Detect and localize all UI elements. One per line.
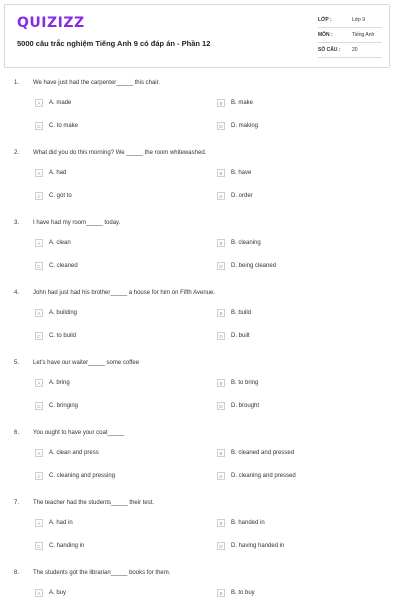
option-letter-box: A [35,169,43,177]
option-label: D. cleaning and pressed [231,473,296,479]
option-label: C. to make [49,123,79,129]
option-label: D. built [231,333,250,339]
answer-option-d[interactable] [217,401,259,411]
question-text: You ought to have your coat_____ [33,430,125,436]
option-letter-box: C [35,192,43,200]
option-letter-box: C [35,262,43,270]
answer-option-b[interactable] [217,588,255,598]
option-label: B. cleaned and pressed [231,450,295,456]
answer-option-b[interactable] [217,378,258,388]
divider [318,42,382,43]
answer-option-a[interactable] [35,98,71,108]
option-letter-box: A [35,309,43,317]
answer-option-a[interactable] [35,588,66,598]
divider [318,57,382,58]
option-letter-box: D [217,122,225,130]
answer-option-a[interactable] [35,378,70,388]
answer-option-c[interactable] [35,261,78,271]
option-letter-box: D [217,332,225,340]
option-label: A. buy [49,590,67,596]
answer-option-b[interactable] [217,308,251,318]
option-label: B. cleaning [231,240,261,246]
option-letter-box: D [217,402,225,410]
meta-key: MÔN : [318,32,333,38]
answer-option-c[interactable] [35,191,72,201]
question-number: 1. [14,80,20,86]
answer-option-c[interactable] [35,401,78,411]
page-title: 5000 câu trắc nghiệm Tiếng Anh 9 có đáp án - Phần 12 [17,39,211,48]
option-letter-box: B [217,379,225,387]
option-letter-box: C [35,402,43,410]
option-label: C. cleaning and pressing [49,473,116,479]
option-label: D. making [231,123,259,129]
option-label: A. had in [49,520,73,526]
option-letter-box: A [35,99,43,107]
option-letter-box: A [35,589,43,597]
question-text: We have just had the carpenter_____ this chair. [33,80,160,86]
option-label: C. got to [49,193,72,199]
option-letter-box: D [217,542,225,550]
option-letter-box: A [35,239,43,247]
option-label: D. order [231,193,253,199]
option-label: B. build [231,310,252,316]
option-letter-box: C [35,542,43,550]
answer-option-c[interactable] [35,121,78,131]
answer-option-d[interactable] [217,121,258,131]
answer-option-d[interactable] [217,471,296,481]
quizizz-logo: QUIZIZZ [17,15,85,31]
answer-option-d[interactable] [217,331,250,341]
option-label: B. to buy [231,590,255,596]
option-label: B. handed in [231,520,265,526]
meta-subject [318,32,374,38]
meta-key: LỚP : [318,17,332,23]
meta-value: Lớp 9 [352,17,366,23]
question-number: 4. [14,290,20,296]
option-label: A. had [49,170,67,176]
option-letter-box: A [35,519,43,527]
option-letter-box: A [35,449,43,457]
answer-option-d[interactable] [217,261,276,271]
option-letter-box: D [217,192,225,200]
option-label: C. bringing [49,403,79,409]
option-label: A. clean and press [49,450,99,456]
option-label: A. made [49,100,72,106]
question-number: 6. [14,430,20,436]
answer-option-a[interactable] [35,308,77,318]
answer-option-a[interactable] [35,518,73,528]
answer-option-a[interactable] [35,238,71,248]
question-text: The students got the librarian_____ books for them. [33,570,171,576]
option-letter-box: B [217,239,225,247]
option-label: D. brought [231,403,260,409]
question-number: 5. [14,360,20,366]
option-label: B. to bring [231,380,259,386]
option-letter-box: B [217,589,225,597]
option-letter-box: D [217,472,225,480]
answer-option-c[interactable] [35,541,84,551]
option-letter-box: D [217,262,225,270]
option-label: C. cleaned [49,263,78,269]
option-label: D. having handed in [231,543,285,549]
option-letter-box: C [35,122,43,130]
option-letter-box: B [217,309,225,317]
option-letter-box: C [35,332,43,340]
meta-key: SỐ CÂU : [318,47,341,53]
answer-option-a[interactable] [35,448,99,458]
option-label: C. to build [49,333,77,339]
question-text: The teacher had the students_____ their test. [33,500,155,506]
option-letter-box: B [217,99,225,107]
answer-option-c[interactable] [35,471,115,481]
answer-option-d[interactable] [217,191,253,201]
question-number: 3. [14,220,20,226]
option-letter-box: B [217,169,225,177]
meta-value: Tiếng Anh [352,32,375,38]
question-number: 7. [14,500,20,506]
option-letter-box: B [217,449,225,457]
meta-value: 20 [352,47,358,53]
answer-option-a[interactable] [35,168,66,178]
option-label: B. have [231,170,252,176]
option-letter-box: A [35,379,43,387]
question-text: John had just had his brother_____ a house for him on Fifth Avenue. [33,290,216,296]
answer-option-d[interactable] [217,541,284,551]
option-label: A. bring [49,380,70,386]
answer-option-b[interactable] [217,98,253,108]
option-label: B. make [231,100,254,106]
answer-option-b[interactable] [217,168,251,178]
option-label: D. being cleaned [231,263,277,269]
answer-option-c[interactable] [35,331,76,341]
option-label: A. clean [49,240,71,246]
question-text: I have had my room_____ today. [33,220,121,226]
question-number: 2. [14,150,20,156]
option-label: A. building [49,310,78,316]
meta-class [318,17,365,23]
answer-option-b[interactable] [217,448,294,458]
question-text: What did you do this morning? We _____ the room whitewashed. [33,150,207,156]
option-letter-box: C [35,472,43,480]
divider [318,27,382,28]
question-text: Let's have our waiter_____ some coffee [33,360,140,366]
meta-count [318,47,358,53]
option-label: C. handing in [49,543,85,549]
answer-option-b[interactable] [217,518,265,528]
question-number: 8. [14,570,20,576]
option-letter-box: B [217,519,225,527]
answer-option-b[interactable] [217,238,261,248]
